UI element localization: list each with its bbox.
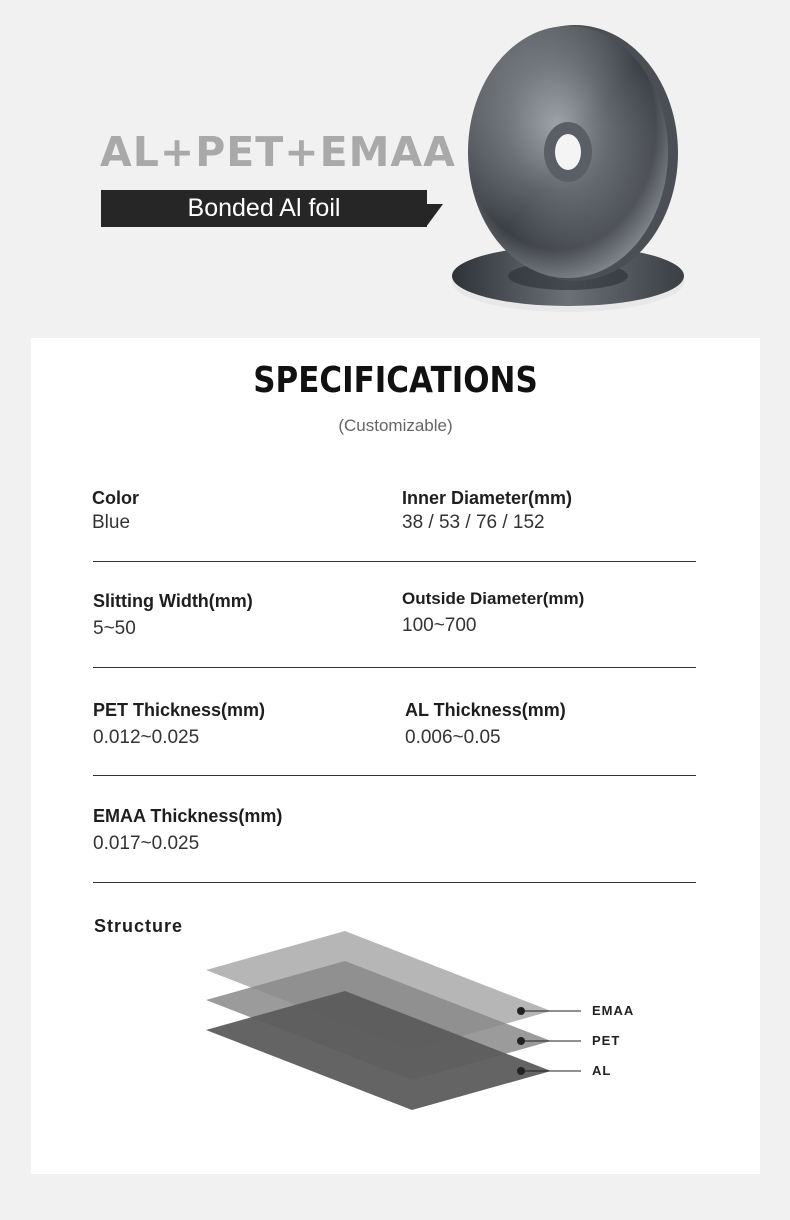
structure-label: Structure: [94, 916, 184, 936]
product-title: AL+PET+EMAA: [100, 128, 456, 176]
spec-label: Outside Diameter(mm): [402, 589, 585, 608]
al-marker: [517, 1067, 525, 1075]
product-subtitle-banner: Bonded Al foil: [101, 190, 427, 227]
emaa-marker: [517, 1007, 525, 1015]
divider: [93, 561, 696, 562]
layer-label-al: AL: [592, 1063, 612, 1078]
spec-value: 0.006~0.05: [405, 727, 501, 748]
divider: [93, 667, 696, 668]
spec-color: [92, 488, 139, 534]
spec-slitting-width: [93, 591, 253, 640]
spec-value: 0.012~0.025: [93, 727, 200, 748]
spec-value: 100~700: [402, 615, 477, 636]
hero-section: [0, 0, 790, 330]
specifications-card: [31, 338, 760, 1174]
spec-label: Slitting Width(mm): [93, 591, 253, 611]
spec-label: Inner Diameter(mm): [402, 488, 573, 508]
foil-roll-image: [440, 20, 700, 320]
spec-pet-thickness: [93, 700, 265, 749]
spec-value: 5~50: [93, 618, 136, 639]
spec-value: Blue: [92, 512, 131, 533]
spec-al-thickness: [405, 700, 566, 749]
pet-marker: [517, 1037, 525, 1045]
spec-label: PET Thickness(mm): [93, 700, 266, 720]
specifications-subtitle: (Customizable): [338, 416, 453, 435]
divider: [93, 775, 696, 776]
spec-value: 38 / 53 / 76 / 152: [402, 512, 545, 533]
spec-outside-diameter: [402, 589, 584, 637]
layer-label-emaa: EMAA: [592, 1003, 635, 1018]
spec-inner-diameter: [402, 488, 572, 534]
divider: [93, 882, 696, 883]
layer-label-pet: PET: [592, 1033, 621, 1048]
spec-label: EMAA Thickness(mm): [93, 806, 283, 826]
spec-label: Color: [92, 488, 139, 508]
spec-label: AL Thickness(mm): [405, 700, 566, 720]
layer-structure-diagram: [201, 928, 621, 1138]
spec-value: 0.017~0.025: [93, 833, 200, 854]
specifications-title: SPECIFICATIONS: [253, 360, 538, 401]
spec-emaa-thickness: [93, 806, 282, 855]
